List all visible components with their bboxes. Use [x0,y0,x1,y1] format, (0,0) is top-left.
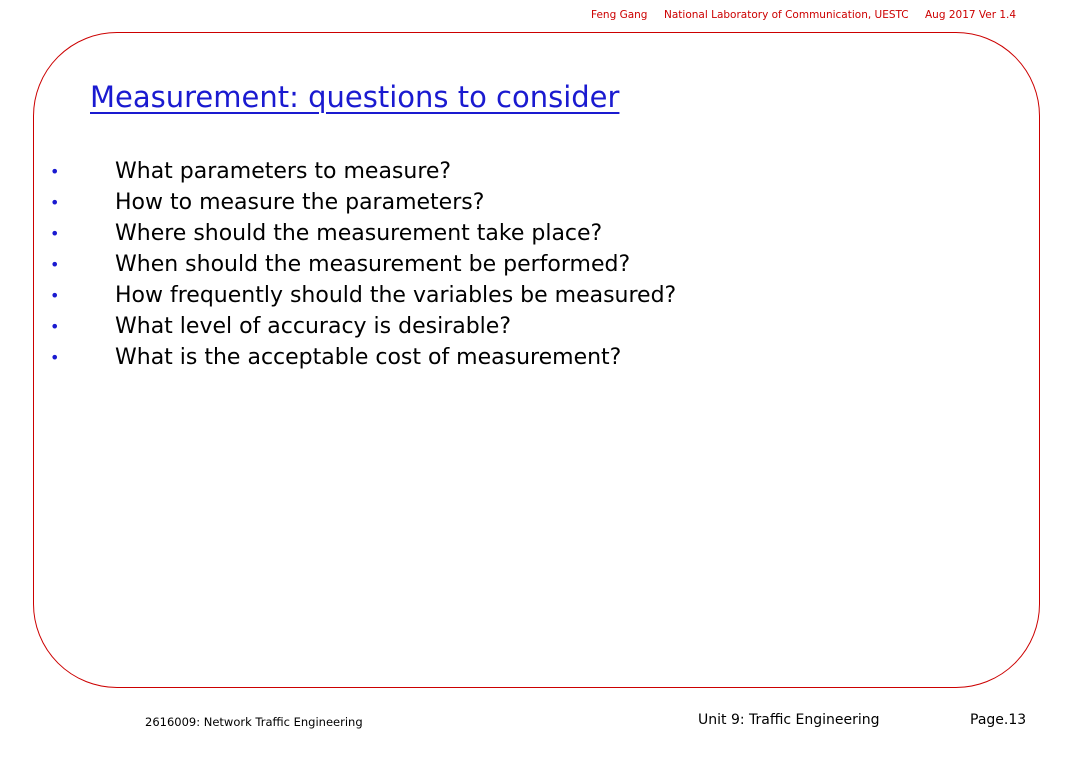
bullet-dot-icon: • [50,286,60,305]
bullet-dot-icon: • [50,255,60,274]
slide-title: Measurement: questions to consider [90,80,620,114]
header-affiliation: National Laboratory of Communication, UESTC [664,9,909,21]
bullet-dot-icon: • [50,162,60,181]
bullet-dot-icon: • [50,348,60,367]
bullet-text: What is the acceptable cost of measurement? [115,345,622,370]
bullet-text: When should the measurement be performed? [115,252,631,277]
footer-page-number: Page.13 [970,712,1027,728]
bullet-dot-icon: • [50,224,60,243]
footer-course: 2616009: Network Traffic Engineering [145,715,363,729]
bullet-text: How frequently should the variables be measured? [115,283,677,308]
bullet-text: How to measure the parameters? [115,190,485,215]
bullet-dot-icon: • [50,317,60,336]
bullet-text: What parameters to measure? [115,159,452,184]
bullet-text: What level of accuracy is desirable? [115,314,512,339]
slide-header [0,9,1080,25]
bullet-text: Where should the measurement take place? [115,221,603,246]
bullet-dot-icon: • [50,193,60,212]
header-version: Aug 2017 Ver 1.4 [925,9,1017,21]
footer-unit: Unit 9: Traffic Engineering [698,712,880,728]
header-author: Feng Gang [591,9,648,21]
